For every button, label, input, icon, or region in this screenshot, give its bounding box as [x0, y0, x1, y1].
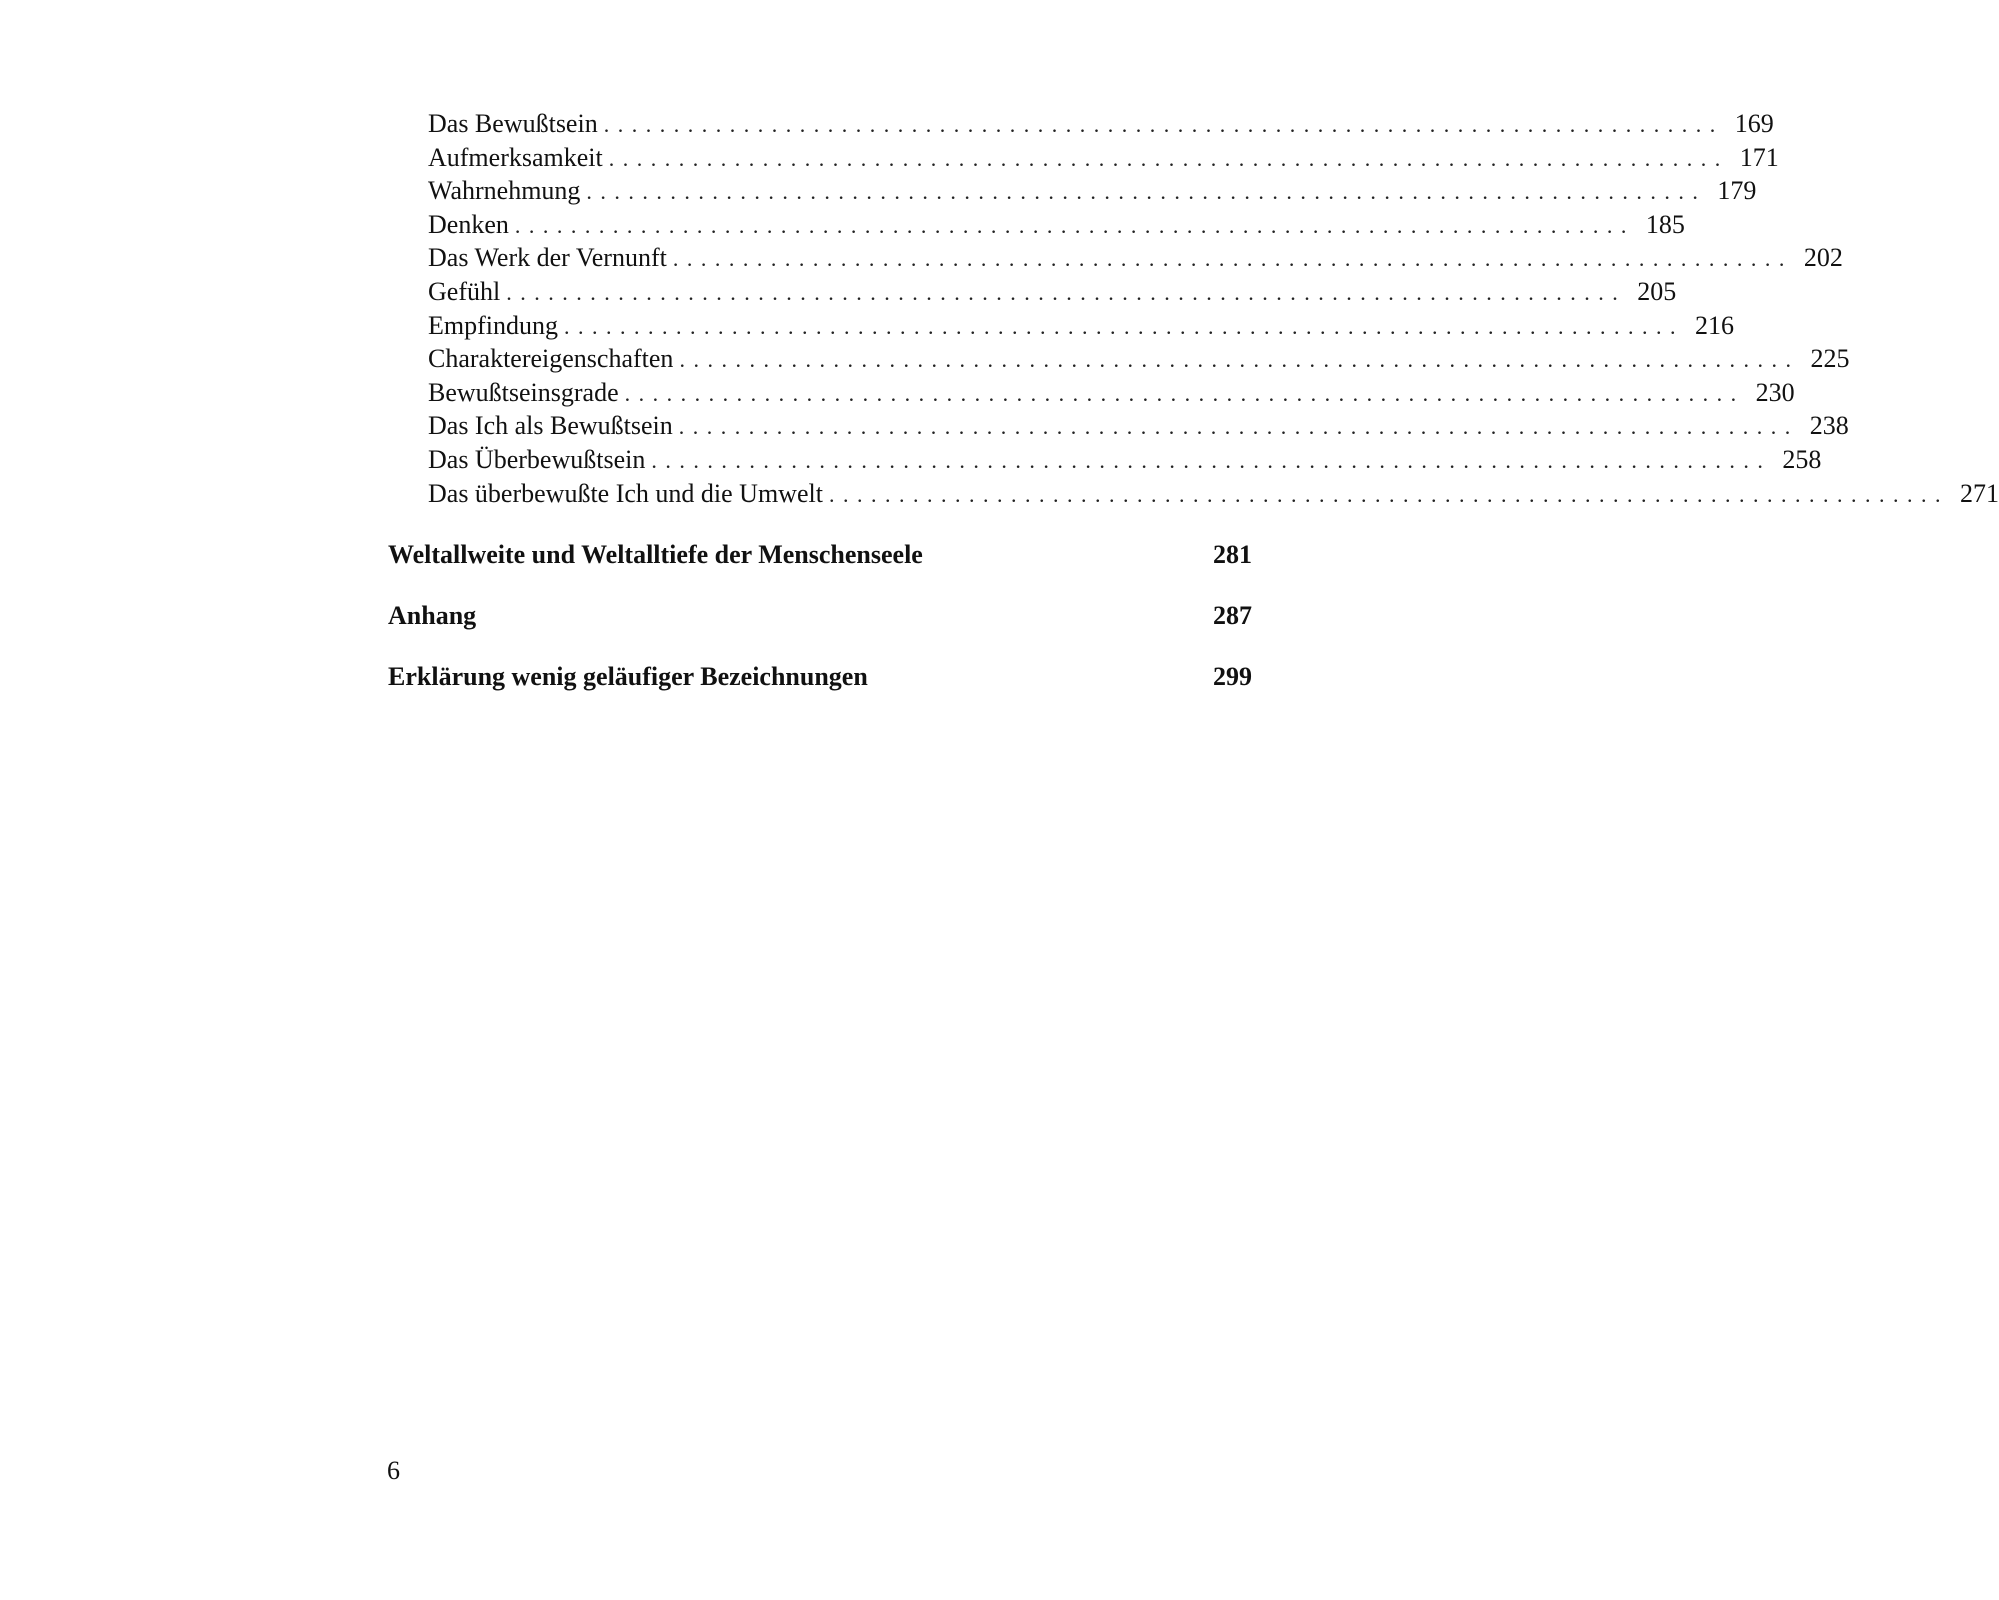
toc-entry-page: 185 — [1645, 209, 1685, 239]
dot-leader: ................................................................................ — [506, 279, 1627, 305]
toc-entry — [428, 208, 1685, 242]
toc-entry — [428, 275, 1677, 309]
toc-main-entry-page: 287 — [1213, 601, 1252, 630]
toc-entry-title: Das Ich als Bewußtsein — [428, 409, 679, 443]
toc-entry-page: 169 — [1734, 109, 1774, 138]
toc-entry-page: 216 — [1695, 310, 1734, 340]
toc-entry — [428, 342, 1850, 376]
toc-entry-title: Das überbewußte Ich und die Umwelt — [428, 477, 829, 511]
dot-leader: ................................................................................ — [679, 347, 1800, 373]
toc-entry-title: Empfindung — [428, 309, 564, 343]
dot-leader: ................................................................................ — [672, 246, 1793, 272]
toc-entry-page: 179 — [1717, 176, 1757, 206]
toc-entry-page: 271 — [1959, 478, 1999, 508]
toc-main-entry — [388, 599, 1252, 633]
page-number: 6 — [387, 1456, 400, 1485]
toc-entry-title: Aufmerksamkeit — [428, 141, 609, 175]
dot-leader: ................................................................................ — [586, 179, 1707, 205]
toc-entry-title: Das Werk der Vernunft — [428, 241, 673, 275]
toc-entry-page: 225 — [1810, 344, 1850, 374]
dot-leader: ................................................................................ — [603, 112, 1724, 137]
toc-entry-title: Wahrnehmung — [428, 174, 586, 208]
toc-main-entry — [388, 538, 1252, 572]
toc-entry-title: Charaktereigenschaften — [428, 342, 679, 376]
toc-entry — [428, 409, 1849, 443]
toc-entry — [428, 241, 1843, 275]
toc-entry — [428, 376, 1795, 410]
toc-entry-page: 230 — [1755, 377, 1795, 407]
toc-entry-page: 202 — [1803, 243, 1843, 273]
dot-leader: ................................................................................ — [608, 145, 1729, 171]
toc-main-entry — [388, 660, 1252, 694]
toc-entry — [428, 443, 1822, 477]
toc-entry-page: 238 — [1809, 411, 1849, 441]
toc-entry-title: Das Überbewußtsein — [428, 443, 651, 477]
toc-main-entry-title: Weltallweite und Weltalltiefe der Menschenseele — [388, 540, 923, 569]
toc-entry — [428, 141, 1779, 175]
toc-entry — [428, 174, 1757, 208]
toc-main-entry-title: Anhang — [388, 601, 477, 630]
toc-entry-page: 205 — [1637, 276, 1677, 306]
dot-leader: ................................................................................ — [514, 212, 1635, 238]
dot-leader: ................................................................................ — [564, 313, 1684, 339]
toc-entry-title: Bewußtseinsgrade — [428, 376, 625, 410]
toc-entry-title: Das Bewußtsein — [428, 107, 604, 141]
dot-leader: ................................................................................ — [678, 414, 1799, 440]
toc-entry-page: 171 — [1739, 142, 1779, 172]
toc-entry — [428, 477, 1999, 511]
dot-leader: ................................................................................ — [624, 380, 1745, 406]
toc-subsection-list — [428, 107, 1999, 510]
toc-main-entry-page: 281 — [1213, 540, 1252, 569]
toc-main-entry-page: 299 — [1213, 662, 1252, 691]
toc-entry-title: Gefühl — [428, 275, 506, 309]
toc-entry — [428, 107, 1774, 141]
toc-main-entry-title: Erklärung wenig geläufiger Bezeichnungen — [388, 662, 868, 691]
toc-entry-title: Denken — [428, 208, 515, 242]
dot-leader: ................................................................................ — [828, 481, 1949, 507]
toc-entry — [428, 309, 1734, 343]
dot-leader: ................................................................................ — [651, 447, 1772, 473]
toc-entry-page: 258 — [1782, 444, 1822, 474]
